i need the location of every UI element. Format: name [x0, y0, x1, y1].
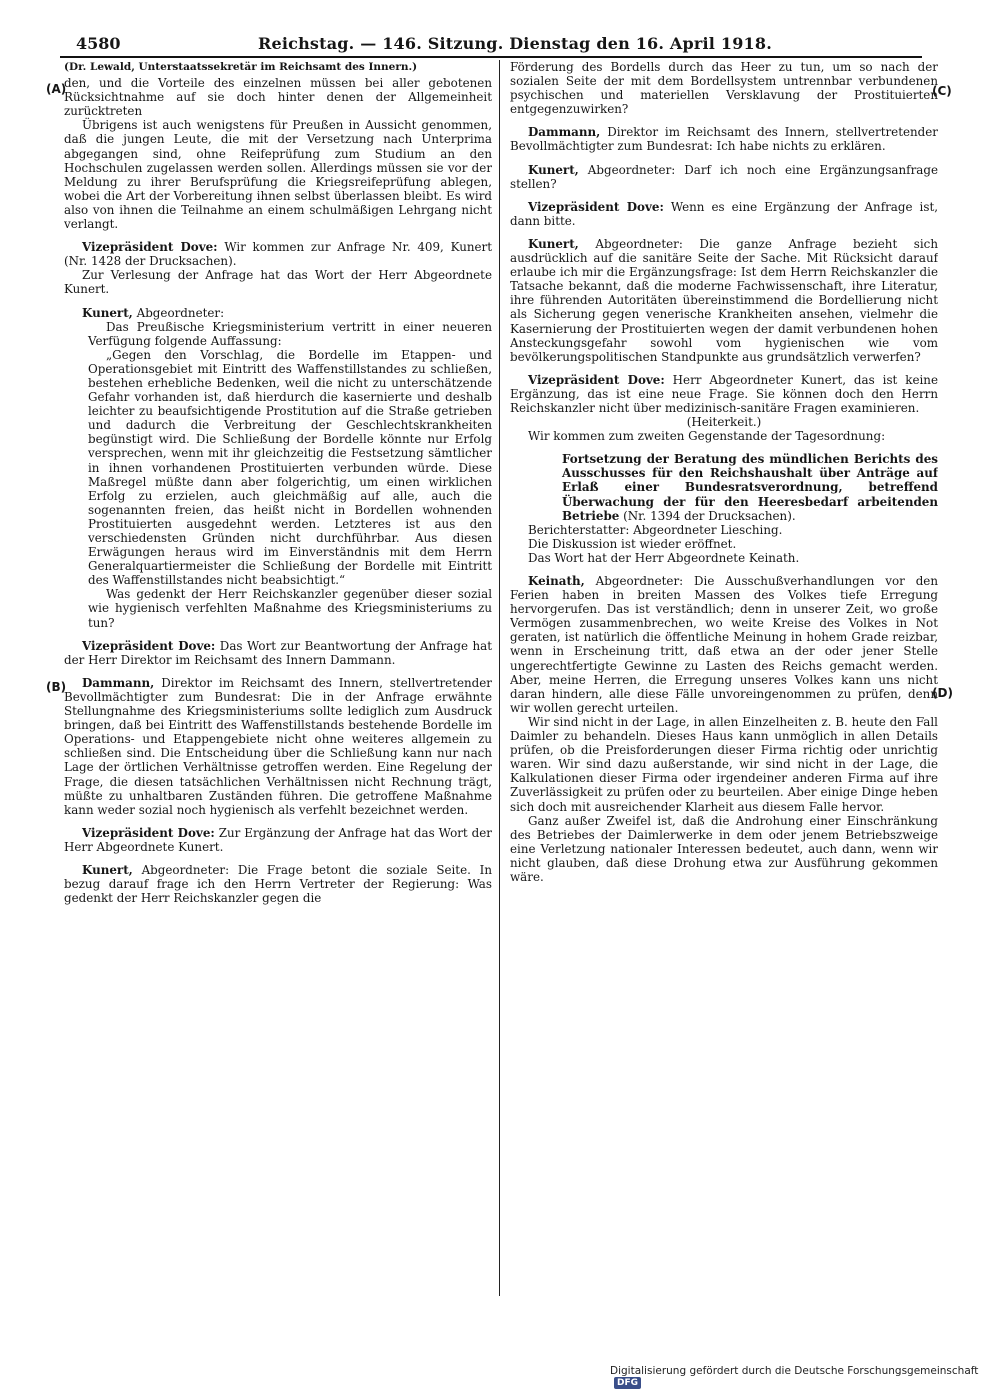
- agenda-reference: (Nr. 1394 der Drucksachen).: [619, 508, 796, 523]
- continued-paragraph: den, und die Vorteile des einzelnen müssen bei aller gebotenen Rücksichtnahme auf sie doch hinter denen der Allgemeinheit zurücktreten: [64, 76, 492, 119]
- footer-credit: Digitalisierung gefördert durch die Deutsche Forschungsgemeinschaft: [610, 1365, 979, 1377]
- dfg-logo: DFG: [614, 1377, 641, 1389]
- speech-paragraph: [510, 574, 938, 715]
- margin-mark-c: (C): [932, 84, 952, 98]
- paragraph: Zur Verlesung der Anfrage hat das Wort der Herr Abgeordnete Kunert.: [64, 268, 492, 297]
- paragraph: Die Diskussion ist wieder eröffnet.: [528, 536, 737, 551]
- speech-paragraph: [510, 237, 938, 364]
- speaker-name: Kunert,: [82, 862, 133, 877]
- speaker-name: Vizepräsident Dove:: [82, 825, 215, 840]
- speaker-name: Vizepräsident Dove:: [528, 372, 665, 387]
- margin-mark-d: (D): [932, 686, 953, 700]
- margin-mark-b: (B): [46, 680, 67, 694]
- speech-text: Herr Abgeordneter Kunert, das ist keine Ergänzung, das ist eine neue Frage. Sie können doch den Herrn Reichskanzler nicht über medizinisch-sanitäre Fragen examinieren.: [510, 372, 938, 415]
- paragraph: Ganz außer Zweifel ist, daß die Androhung einer Einschränkung des Betriebes der Daimlerwerke in dem oder jenem Betriebszweige eine Verletzung nationaler Interessen bedeutet, auch dann, wenn wir nicht glauben, daß diese Drohung etwa zur Ausführung gekommen wäre.: [510, 813, 938, 884]
- speech-paragraph: [64, 240, 492, 268]
- speaker-name: Kunert,: [528, 162, 579, 177]
- margin-mark-a: (A): [46, 82, 67, 96]
- speech-paragraph: [510, 163, 938, 191]
- speaker-name: Kunert,: [528, 236, 579, 251]
- speech-paragraph: [510, 125, 938, 153]
- continued-paragraph: Förderung des Bordells durch das Heer zu tun, um so nach der sozialen Seite der mit dem Bordellsystem untrennbar verbundenen psychischen und materiellen Versklavung der Prostituierten entgegenzuwirken?: [510, 60, 938, 117]
- speech-text: Abgeordneter:: [132, 305, 225, 320]
- quoted-paragraph: Das Preußische Kriegsministerium vertritt in einer neueren Verfügung folgende Auffassung:: [88, 319, 492, 348]
- speech-text: Das Wort zur Beantwortung der Anfrage hat der Herr Direktor im Reichsamt des Innern Dammann.: [64, 638, 492, 667]
- paragraph: Berichterstatter: Abgeordneter Liesching.: [528, 522, 783, 537]
- speech-text: Wir kommen zur Anfrage Nr. 409, Kunert (Nr. 1428 der Drucksachen).: [64, 240, 492, 269]
- running-head: Reichstag. — 146. Sitzung. Dienstag den 16. April 1918.: [258, 34, 772, 53]
- speech-paragraph: [64, 639, 492, 667]
- speech-text: Abgeordneter: Die Frage betont die soziale Seite. In bezug darauf frage ich den Herrn Vertreter der Regierung: Was gedenkt der Herr Reichskanzler gegen die: [64, 862, 492, 906]
- speech-text: Direktor im Reichsamt des Innern, stellvertretender Bevollmächtigter zum Bundesrat: Die in der Anfrage erwähnte Stellungnahme des Kriegsministeriums sollte lediglich zum Ausdruck bringen, daß bei Eintritt des Waffenstillstands bestehende Bordelle im Operations- und Etappengebiete nicht ohne weiteres allgemein zu schließen sind. Die Entscheidung über die Schließung kann nur nach Lage der örtlichen Verhältnisse getroffen werden. Eine Regelung der Frage, die diesen tatsächlichen Verhältnissen nicht Rechnung trägt, müßte zu unhaltbaren Zuständen führen. Die getroffene Maßnahme kann weder sozial noch hygienisch als verfehlt bezeichnet werden.: [64, 675, 492, 817]
- speech-text: Zur Ergänzung der Anfrage hat das Wort der Herr Abgeordnete Kunert.: [64, 825, 492, 854]
- page-header: [0, 0, 1000, 52]
- speaker-name: Dammann,: [82, 675, 155, 690]
- interjection: (Heiterkeit.): [686, 415, 762, 430]
- paragraph: Übrigens ist auch wenigstens für Preußen in Aussicht genommen, daß die jungen Leute, die mit der Versetzung nach Unterprima abgegangen sind, ohne Reifeprüfung zum Studium an den Hochschulen zugelassen werden sollen. Allerdings müssen sie vor der Meldung zu ihrer Berufsprüfung die Kriegsreifeprüfung ablegen, wobei die Art der Vorbereitung ihnen selbst überlassen bleibt. Es wird also von ihnen die Teilnahme an einem schulmäßigen Lehrgang nicht verlangt.: [64, 118, 492, 232]
- speaker-name: Kunert,: [82, 305, 133, 320]
- speech-text: Wenn es eine Ergänzung der Anfrage ist, dann bitte.: [510, 199, 938, 228]
- speaker-name: Dammann,: [528, 125, 601, 140]
- left-column: [64, 60, 492, 1300]
- speech-text: Abgeordneter: Die ganze Anfrage bezieht sich ausdrücklich auf die sanitäre Seite der Sache. Mit Rücksicht darauf erlaube ich mir die Ergänzungsfrage: Ist dem Herrn Reichskanzler die Tatsache bekannt, daß die moderne Fachwissenschaft, ihre Literatur, ihre führenden Autoritäten übereinstimmend die Bordellierung nicht als Sicherung gegen venerische Krankheiten ansehen, vielmehr die Kasernierung der Prostituierten wegen der damit verbundenen hohen Ansteckungsgefahr sowohl vom hygienischen wie vom bevölkerungspolitischen Standpunkte aus grundsätzlich verwerfen?: [510, 236, 938, 364]
- speaker-attribution: (Dr. Lewald, Unterstaatssekretär im Reichsamt des Innern.): [64, 61, 418, 73]
- agenda-title: Fortsetzung der Beratung des mündlichen Berichts des Ausschusses für den Reichshaushalt über Anträge auf Erlaß einer Bundesratsverordnung, betreffend Überwachung der für den Heeresbedarf arbeitenden Betriebe: [562, 452, 938, 523]
- agenda-item: [562, 452, 938, 522]
- speech-paragraph: [510, 200, 938, 228]
- speech-paragraph: [64, 826, 492, 854]
- speaker-name: Vizepräsident Dove:: [82, 240, 218, 255]
- speech-text: Direktor im Reichsamt des Innern, stellvertretender Bevollmächtigter zum Bundesrat: Ich habe nichts zu erklären.: [510, 125, 938, 154]
- page-number: 4580: [76, 34, 121, 53]
- speech-paragraph: [510, 373, 938, 415]
- speech-text: Abgeordneter: Darf ich noch eine Ergänzungsanfrage stellen?: [510, 162, 938, 191]
- speech-paragraph: [64, 863, 492, 905]
- column-divider: [499, 60, 500, 1296]
- quoted-paragraph: Was gedenkt der Herr Reichskanzler gegenüber dieser sozial wie hygienisch verfehlten Maßnahme des Kriegsministeriums zu tun?: [88, 587, 492, 630]
- paragraph: Wir kommen zum zweiten Gegenstande der Tagesordnung:: [528, 429, 886, 444]
- footer: [610, 1365, 1000, 1389]
- speech-paragraph: [64, 676, 492, 817]
- quoted-paragraph: „Gegen den Vorschlag, die Bordelle im Etappen- und Operationsgebiet mit Eintritt des Waffenstillstandes zu schließen, bestehen erhebliche Bedenken, weil die nicht zu unterschätzende Gefahr vorhanden ist, daß hierdurch die kasernierte und deshalb leichter zu beaufsichtigende Prostitution auf die Straße getrieben und dadurch die Verbreitung der Geschlechtskrankheiten begünstigt wird. Die Schließung der Bordelle könnte nur Erfolg versprechen, wenn mit ihr gleichzeitig die Festsetzung sämtlicher in ihnen vorhandenen Prostituierten verbunden würde. Diese Maßregel müßte dann aber folgerichtig, um einen wirklichen Erfolg zu erzielen, auch gleichmäßig auf alle, auch die sogenannten freien, das heißt nicht in Bordellen wohnenden Prostituierten ausgedehnt werden. Letzteres ist aus den verschiedensten Gründen nicht durchführbar. Aus diesen Erwägungen heraus wird im Einverständnis mit dem Herrn Generalquartiermeister die Schließung der Bordelle mit Eintritt des Waffenstillstandes nicht beabsichtigt.“: [88, 347, 492, 588]
- speech-paragraph: [64, 306, 492, 320]
- speech-text: Abgeordneter: Die Ausschußverhandlungen vor den Ferien haben in breiten Massen des Volkes tiefe Erregung hervorgerufen. Das ist verständlich; denn in unserer Zeit, wo große Vermögen zusammenbrechen, wo weite Kreise des Volkes in Not geraten, ist natürlich die öffentliche Meinung in hohem Grade reizbar, wenn in Erscheinung tritt, daß etwa an der oder jener Stelle ungerechtfertigte Gewinne zu Lasten des Reichs gemacht werden. Aber, meine Herren, die Erregung unseres Volkes kann uns nicht daran hindern, alle diese Fälle unvoreingenommen zu prüfen, denn wir wollen gerecht urteilen.: [510, 574, 938, 715]
- paragraph: Wir sind nicht in der Lage, in allen Einzelheiten z. B. heute den Fall Daimler zu behandeln. Dieses Haus kann unmöglich in allen Details prüfen, ob die Preisforderungen dieser Firma richtig oder unrichtig waren. Wir sind dazu außerstande, wir sind nicht in der Lage, die Kalkulationen dieser Firma oder irgendeiner anderen Firma auf ihre Zuverlässigkeit zu prüfen oder zu beurteilen. Aber einige Dinge heben sich doch mit ausreichender Klarheit aus diesem Falle hervor.: [510, 714, 938, 814]
- header-rule: [60, 56, 922, 58]
- speaker-name: Keinath,: [528, 574, 585, 588]
- speaker-name: Vizepräsident Dove:: [528, 199, 664, 214]
- paragraph: Das Wort hat der Herr Abgeordnete Keinath.: [528, 550, 800, 565]
- right-column: [510, 60, 938, 1300]
- speaker-name: Vizepräsident Dove:: [82, 638, 216, 653]
